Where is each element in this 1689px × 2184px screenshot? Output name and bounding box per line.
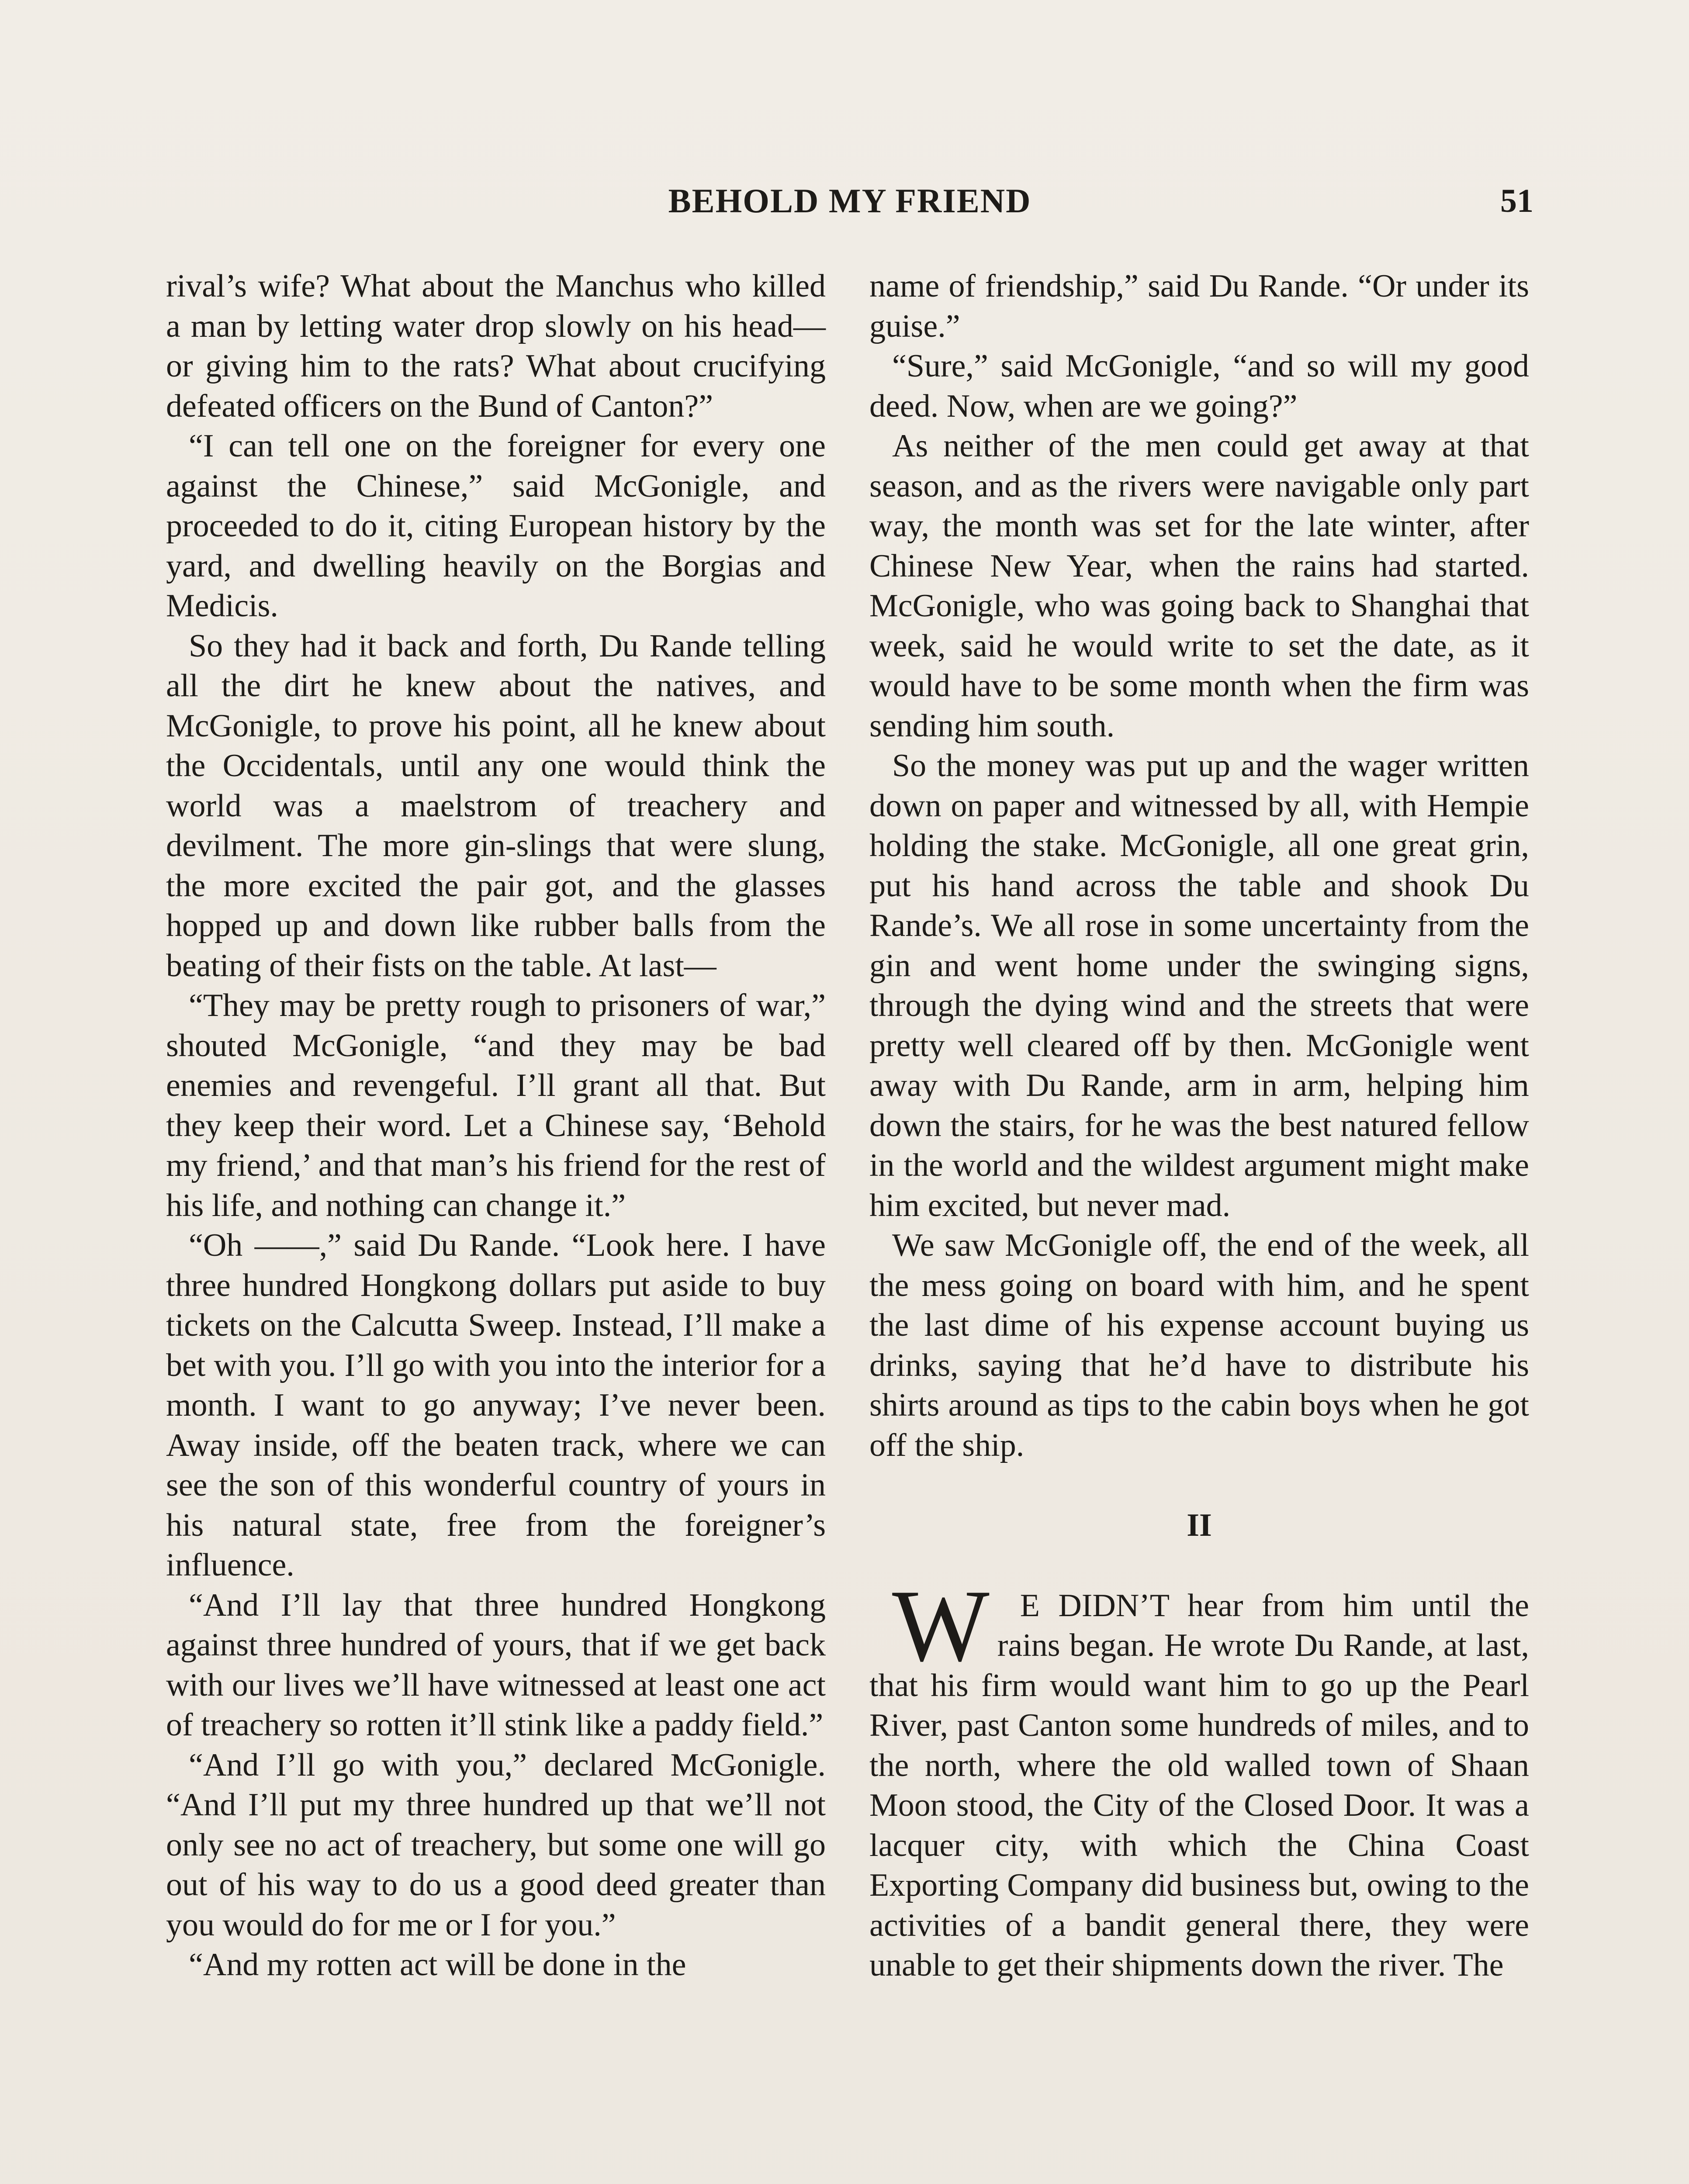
opening-paragraph-text: E DIDN’T hear from him until the rains began. He wrote Du Rande, at last, that his firm would want him to go up the Pearl River, past Canton some hundreds of miles, and to the north, where the old walled town of Shaan Moon stood, the City of the Closed Door. It was a lacquer city, with which the China Coast Exporting Company did business but, owing to the activities of a bandit general there, they were unable to get their shipments down the river. The [869,1587,1529,1983]
page-header [166,177,1533,225]
paragraph: So they had it back and forth, Du Rande telling all the dirt he knew about the natives, and McGonigle, to prove his point, all he knew about the Occidentals, until any one would think the world was a maelstrom of treachery and devilment. The more gin-slings that were slung, the more excited the pair got, and the glasses hopped up and down like rubber balls from the beating of their fists on the table. At last— [166,628,826,984]
paragraph: “And I’ll lay that three hundred Hongkong against three hundred of yours, that if we get back with our lives we’ll have witnessed at least one act of treachery so rotten it’ll stink like a paddy field.” [166,1587,826,1743]
section-opening-paragraph [869,1569,1529,1986]
paragraph: name of friendship,” said Du Rande. “Or under its guise.” [869,268,1529,344]
paragraph: We saw McGonigle off, the end of the week, all the mess going on board with him, and he spent the last dime of his expense account buying us drinks, saying that he’d have to distribute his shirts around as tips to the cabin boys when he got off the ship. [869,1227,1529,1463]
page-number: 51 [1500,183,1533,219]
running-title: BEHOLD MY FRIEND [668,182,1031,220]
paragraph: “And I’ll go with you,” declared McGonigle. “And I’ll put my three hundred up that we’ll not only see no act of treachery, but some one will go out of his way to do us a good deed greater than you would do for me or I for you.” [166,1747,826,1943]
section-number: II [1187,1507,1212,1543]
right-column [869,266,1529,1986]
paragraph: So the money was put up and the wager written down on paper and witnessed by all, with Hempie holding the stake. McGonigle, all one great grin, put his hand across the table and shook Du Rande’s. We all rose in some uncertainty from the gin and went home under the swinging signs, through the dying wind and the streets that were pretty well cleared off by then. McGonigle went away with Du Rande, arm in arm, helping him down the stairs, for he was the best natured fellow in the world and the wildest argument might make him excited, but never mad. [869,748,1529,1223]
paragraph: rival’s wife? What about the Manchus who killed a man by letting water drop slowly on his head—or giving him to the rats? What about crucifying defeated officers on the Bund of Canton?” [166,268,826,424]
paragraph: “And my rotten act will be done in the [189,1947,686,1983]
paragraph: “Sure,” said McGonigle, “and so will my good deed. Now, when are we going?” [869,348,1529,424]
paragraph: “Oh ——,” said Du Rande. “Look here. I have three hundred Hongkong dollars put aside to buy tickets on the Calcutta Sweep. Instead, I’ll make a bet with you. I’ll go with you into the interior for a month. I want to go anyway; I’ve never been. Away inside, off the beaten track, where we can see the son of this wonderful country of yours in his natural state, free from the foreigner’s influence. [166,1227,826,1583]
drop-cap: W [892,1569,990,1683]
left-column [166,266,826,1985]
paragraph: As neither of the men could get away at that season, and as the rivers were navigable only part way, the month was set for the late winter, after Chinese New Year, when the rains had started. McGonigle, who was going back to Shanghai that week, said he would write to set the date, as it would have to be some month when the firm was sending him south. [869,428,1529,744]
paragraph: “I can tell one on the foreigner for every one against the Chinese,” said McGonigle, and proceeded to do it, citing European history by the yard, and dwelling heavily on the Borgias and Medicis. [166,428,826,624]
paragraph: “They may be pretty rough to prisoners of war,” shouted McGonigle, “and they may be bad enemies and revengeful. I’ll grant all that. But they keep their word. Let a Chinese say, ‘Behold my friend,’ and that man’s his friend for the rest of his life, and nothing can change it.” [166,988,826,1223]
